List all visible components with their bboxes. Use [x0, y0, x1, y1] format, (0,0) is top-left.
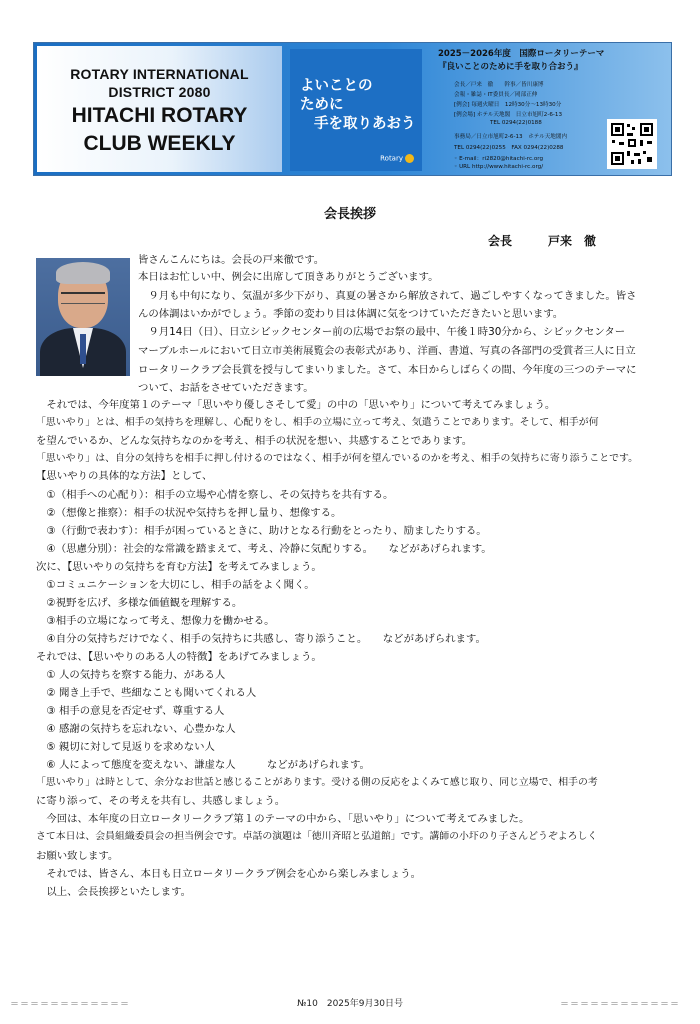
- article-line: ついて、お話をさせていただきます。: [138, 382, 314, 394]
- article-line: さて本日は、会員組織委員会の担当例会です。卓話の演題は「徳川斉昭と弘道館」です。講師の小圷のり子さんどうぞよろしく: [36, 831, 598, 842]
- theme-graphic: [290, 49, 422, 171]
- info-url[interactable]: ◦ URL http://www.hitachi-rc.org/: [454, 164, 544, 170]
- article-line: んの体調はいかがでしょう。季節の変わり目は体調に気をつけていただきたいと思います。: [138, 308, 564, 320]
- article-line: 【思いやりの具体的な方法】として、: [36, 470, 213, 482]
- article-line: ④ 感謝の気持ちを忘れない、心豊かな人: [36, 723, 236, 735]
- org-line-1: ROTARY INTERNATIONAL: [70, 66, 249, 82]
- article-line: ９月14日（日）、日立シビックセンター前の広場でお祭の最中、午後１時30分から、シビックセンター: [138, 326, 626, 338]
- photo-tie: [80, 334, 86, 364]
- article-line: 「思いやり」は、自分の気持ちを相手に押し付けるのではなく、相手が何を望んでいるのかを考え、相手の気持ちに寄り添うことです。: [36, 453, 638, 464]
- theme-year: 2025－2026年度 国際ロータリーテーマ: [438, 49, 605, 59]
- author-signature: 会長 戸来 徹: [488, 234, 597, 248]
- article-line: 次に、【思いやりの気持ちを育む方法】を考えてみましょう。: [36, 561, 322, 573]
- rotary-logo-text: Rotary: [380, 154, 403, 163]
- info-email[interactable]: ◦ E-mail：ri2820@hitachi-rc.org: [454, 156, 544, 162]
- article-line: お願い致します。: [36, 850, 119, 862]
- info-office-tel: TEL 0294(22)0255 FAX 0294(22)0288: [454, 145, 564, 151]
- article-line: ロータリークラブ会長賞を授与してまいりました。さて、本日からしばらくの間、今年度の三つのテーマに: [138, 364, 637, 376]
- photo-glasses: [61, 292, 105, 304]
- club-info: [430, 43, 671, 175]
- theme-slogan-line: ために: [300, 97, 344, 113]
- info-officers: 会長／戸来 徹 幹事／皆川康博: [454, 82, 544, 88]
- article-line: ①（相手への心配り）：相手の立場や心情を察し、その気持ちを共有する。: [36, 489, 394, 501]
- info-editor: 会報・雑誌・IT委員長／岡部正伸: [454, 92, 538, 98]
- theme-slogan: [300, 77, 416, 134]
- issue-number: №10 2025年9月30日号: [297, 999, 403, 1009]
- article-line: を望んでいるか、どんな気持ちなのかを考え、相手の状況を想い、共感することであります。: [36, 435, 473, 447]
- article-line: ９月も中旬になり、気温が多少下がり、真夏の暑さから解放されて、過ごしやすくなってきました。皆さ: [138, 290, 637, 302]
- footer-rule-right: ＝＝＝＝＝＝＝＝＝＝＝＝: [560, 1000, 681, 1010]
- theme-quote: 『良いことのために手を取り合おう』: [438, 62, 583, 72]
- club-name-line-2: CLUB WEEKLY: [83, 132, 236, 155]
- article-line: ① 人の気持ちを察する能力、がある人: [36, 669, 226, 681]
- article-line: ②視野を広げ、多様な価値観を理解する。: [36, 597, 243, 609]
- article-line: 「思いやり」とは、相手の気持ちを理解し、心配りをし、相手の立場に立って考え、気遣うことであります。そして、相手が何: [36, 417, 599, 428]
- qr-code-icon: [607, 119, 657, 169]
- info-meeting-time: [例会] 毎週火曜日 12時30分～13時30分: [454, 102, 562, 108]
- article-line: に寄り添って、その考えを共有し、共感しましょう。: [36, 795, 286, 807]
- article-line: それでは、【思いやりのある人の特徴】をあげてみましょう。: [36, 651, 322, 663]
- article-line: 本日はお忙しい中、例会に出席して頂きありがとうございます。: [138, 271, 439, 283]
- article-line: ③相手の立場になって考え、想像力を働かせる。: [36, 615, 275, 627]
- rotary-logo: [380, 154, 414, 163]
- article-line: ③（行動で表わす）：相手が困っているときに、助けとなる行動をとったり、励ましたりする。: [36, 525, 487, 537]
- club-name-line-1: HITACHI ROTARY: [71, 104, 248, 127]
- article-line: ④自分の気持ちだけでなく、相手の気持ちに共感し、寄り添うこと。 などがあげられます。: [36, 633, 486, 645]
- president-photo: [36, 258, 130, 376]
- info-office: 事務局／日立市旭町2-6-13 ホテル天地閣内: [454, 134, 568, 140]
- article-line: 「思いやり」は時として、余分なお世話と感じることがあります。受ける側の反応をよくみて感じ取り、同じ立場で、相手の考: [36, 777, 598, 788]
- article-line: ②（想像と推察）：相手の状況や気持ちを押し量り、想像する。: [36, 507, 342, 519]
- article-line: ② 聞き上手で、些細なことも聞いてくれる人: [36, 687, 257, 699]
- article-line: 皆さんこんにちは。会長の戸来徹です。: [138, 254, 325, 266]
- info-meeting-place: [例会場] ホテル天地閣 日立市旭町2-6-13: [454, 112, 563, 118]
- article-line: ③ 相手の意見を否定せず、尊重する人: [36, 705, 225, 717]
- page-title: 会長挨拶: [323, 207, 376, 222]
- article-line: ④（思慮分別）：社会的な常識を踏まえて、考え、冷静に気配りする。 などがあげられます。: [36, 543, 492, 555]
- footer-rule-left: ＝＝＝＝＝＝＝＝＝＝＝＝: [10, 1000, 131, 1010]
- article-line: 今回は、本年度の日立ロータリークラブ第１のテーマの中から、「思いやり」について考えてみました。: [36, 813, 530, 825]
- qr-code-graphic: [609, 121, 655, 167]
- photo-hair: [56, 262, 110, 284]
- article-line: それでは、今年度第１のテーマ「思いやり優しさそして愛」の中の「思いやり」について考えてみましょう。: [36, 399, 556, 411]
- article-line: マーブルホールにおいて日立市美術展覧会の表彰式があり、洋画、書道、写真の各部門の受賞者三人に日立: [138, 345, 636, 357]
- theme-slogan-line: よいことの: [300, 78, 373, 94]
- article-line: ⑥ 人によって態度を変えない、謙虚な人 などがあげられます。: [36, 759, 370, 771]
- article-line: ⑤ 親切に対して見返りを求めない人: [36, 741, 215, 753]
- rotary-wheel-icon: [405, 154, 414, 163]
- article-line: 以上、会長挨拶といたします。: [36, 886, 192, 898]
- theme-slogan-line: 手を取りあおう: [314, 116, 416, 132]
- org-line-2: DISTRICT 2080: [108, 84, 211, 100]
- article-line: それでは、皆さん、本日も日立ロータリークラブ例会を心から楽しみましょう。: [36, 868, 422, 880]
- info-meeting-tel: TEL 0294(22)0188: [490, 120, 542, 126]
- header-banner: [33, 42, 672, 176]
- article-line: ①コミュニケーションを大切にし、相手の話をよく聞く。: [36, 579, 315, 591]
- club-title-block: [37, 46, 282, 172]
